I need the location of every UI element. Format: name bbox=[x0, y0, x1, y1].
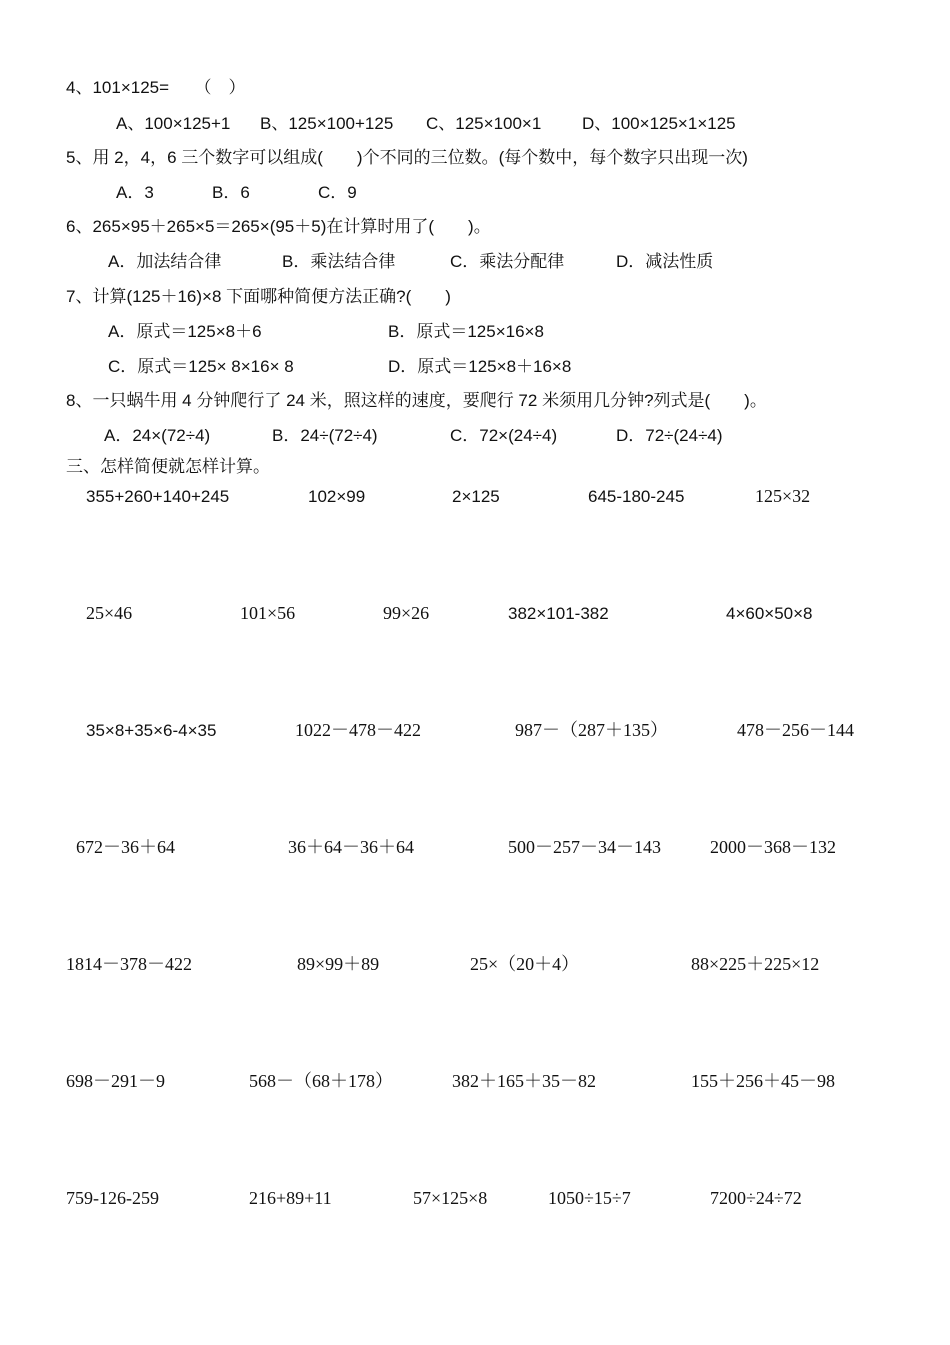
question-8-option-c: C．72×(24÷4) bbox=[450, 426, 558, 445]
question-4-option-c: C、125×100×1 bbox=[426, 114, 542, 133]
calc-expression: 987－（287＋135） bbox=[515, 720, 668, 740]
question-6-option-a: A．加法结合律 bbox=[108, 252, 222, 271]
calc-expression: 99×26 bbox=[383, 603, 430, 623]
calc-expression: 500－257－34－143 bbox=[508, 837, 661, 857]
question-6-option-b: B．乘法结合律 bbox=[282, 252, 396, 271]
question-5-option-a: A．3 bbox=[116, 183, 154, 202]
calc-expression: 698－291－9 bbox=[66, 1071, 165, 1091]
calc-expression: 125×32 bbox=[755, 486, 811, 506]
calc-expression: 478－256－144 bbox=[737, 720, 854, 740]
question-6-option-d: D．减法性质 bbox=[616, 252, 714, 271]
calc-expression: 7200÷24÷72 bbox=[710, 1188, 802, 1208]
question-7-option-d: D．原式＝125×8＋16×8 bbox=[388, 357, 572, 376]
question-5-option-c: C．9 bbox=[318, 183, 357, 202]
calc-expression: 672－36＋64 bbox=[76, 837, 175, 857]
question-6-option-c: C．乘法分配律 bbox=[450, 252, 565, 271]
calc-expression: 35×8+35×6-4×35 bbox=[86, 721, 217, 740]
calc-expression: 1814－378－422 bbox=[66, 954, 192, 974]
calc-expression: 155＋256＋45－98 bbox=[691, 1071, 835, 1091]
question-8-option-a: A．24×(72÷4) bbox=[104, 426, 211, 445]
section-title: 三、怎样简便就怎样计算。 bbox=[66, 457, 270, 476]
question-4-option-d: D、100×125×1×125 bbox=[582, 114, 736, 133]
calc-expression: 25×46 bbox=[86, 603, 133, 623]
calc-expression: 382＋165＋35－82 bbox=[452, 1071, 596, 1091]
question-7-option-b: B．原式＝125×16×8 bbox=[388, 322, 544, 341]
question-7-stem: 7、计算(125＋16)×8 下面哪种简便方法正确?( ) bbox=[66, 287, 451, 306]
question-4-option-a: A、100×125+1 bbox=[116, 114, 231, 133]
calc-expression: 2×125 bbox=[452, 487, 500, 506]
question-8-option-d: D．72÷(24÷4) bbox=[616, 426, 723, 445]
calc-expression: 1022－478－422 bbox=[295, 720, 421, 740]
calc-expression: 382×101-382 bbox=[508, 604, 609, 623]
calc-expression: 101×56 bbox=[240, 603, 296, 623]
calc-expression: 216+89+11 bbox=[249, 1188, 332, 1208]
question-8-stem: 8、一只蜗牛用 4 分钟爬行了 24 米，照这样的速度，要爬行 72 米须用几分钟?列式是( )。 bbox=[66, 391, 767, 410]
calc-expression: 88×225＋225×12 bbox=[691, 954, 820, 974]
calc-expression: 89×99＋89 bbox=[297, 954, 380, 974]
question-8-option-b: B．24÷(72÷4) bbox=[272, 426, 378, 445]
question-7-option-c: C．原式＝125× 8×16× 8 bbox=[108, 357, 294, 376]
calc-expression: 36＋64－36＋64 bbox=[288, 837, 414, 857]
calc-expression: 355+260+140+245 bbox=[86, 487, 230, 506]
question-4-stem: 4、101×125= （ ） bbox=[66, 78, 246, 97]
calc-expression: 759-126-259 bbox=[66, 1188, 159, 1208]
calc-expression: 57×125×8 bbox=[413, 1188, 488, 1208]
calc-expression: 4×60×50×8 bbox=[726, 604, 813, 623]
question-6-stem: 6、265×95＋265×5＝265×(95＋5)在计算时用了( )。 bbox=[66, 217, 491, 236]
calc-expression: 102×99 bbox=[308, 487, 366, 506]
calc-expression: 2000－368－132 bbox=[710, 837, 836, 857]
calc-expression: 25×（20＋4） bbox=[470, 954, 580, 974]
calc-expression: 568－（68＋178） bbox=[249, 1071, 393, 1091]
question-5-stem: 5、用 2，4，6 三个数字可以组成( )个不同的三位数。(每个数中，每个数字只出现一次) bbox=[66, 148, 748, 167]
calc-expression: 1050÷15÷7 bbox=[548, 1188, 631, 1208]
calc-expression: 645-180-245 bbox=[588, 487, 685, 506]
question-4-option-b: B、125×100+125 bbox=[260, 114, 394, 133]
question-5-option-b: B．6 bbox=[212, 183, 250, 202]
question-7-option-a: A．原式＝125×8＋6 bbox=[108, 322, 262, 341]
